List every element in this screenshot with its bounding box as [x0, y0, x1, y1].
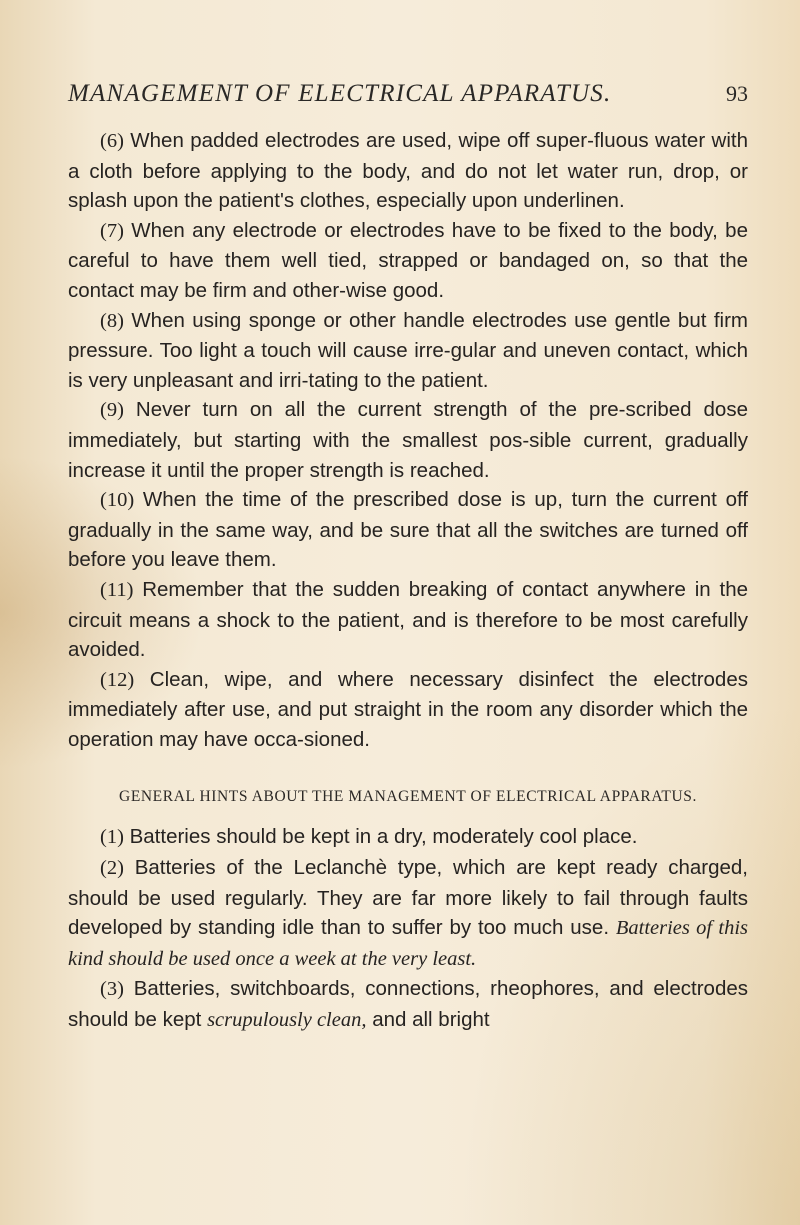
rule-text: Remember that the sudden breaking of contact anywhere in the circuit means a shock to the patient, and is therefore to be most carefully avoided.	[68, 577, 748, 662]
book-page	[68, 80, 748, 1036]
rule-paragraph	[68, 575, 748, 665]
rule-text: When the time of the prescribed dose is up, turn the current off gradually in the same way, and be sure that all the switches are turned off before you leave them.	[68, 488, 748, 572]
rule-number: (6)	[100, 130, 124, 152]
rule-number: (12)	[100, 668, 135, 691]
hint-text-continued: and all bright	[372, 1008, 490, 1032]
hint-emphasis: scrupulously clean,	[207, 1009, 367, 1032]
hint-emphasis: Batteries of this kind should be used once a week at the very least.	[68, 917, 748, 970]
rule-number: (10)	[100, 489, 135, 512]
rule-number: (11)	[100, 578, 134, 601]
rule-paragraph	[68, 485, 748, 575]
hint-number: (2)	[100, 857, 124, 880]
rule-text: When padded electrodes are used, wipe off super-fluous water with a cloth before applying to the body, and do not let water run, drop, or splash upon the patient's clothes, especially upon underlinen.	[68, 129, 748, 213]
rule-paragraph	[68, 126, 748, 216]
running-head	[68, 80, 748, 118]
rule-paragraph	[68, 216, 748, 306]
rules-list	[68, 126, 748, 754]
rule-number: (9)	[100, 399, 124, 422]
rule-text: When any electrode or electrodes have to be fixed to the body, be careful to have them well tied, strapped or bandaged on, so that the contact may be firm and other-wise good.	[68, 218, 748, 302]
hint-paragraph	[68, 822, 748, 853]
rule-text: Clean, wipe, and where necessary disinfect the electrodes immediately after use, and put straight in the room any disorder which the operation may have occa-sioned.	[68, 667, 748, 751]
hint-paragraph	[68, 974, 748, 1035]
hint-text: Batteries of the Leclanchè type, which are kept ready charged, should be used regularly. They are far more likely to fail through faults developed by standing idle than to suffer by too much use.	[68, 856, 748, 940]
hint-text: Batteries should be kept in a dry, moderately cool place.	[129, 825, 638, 849]
hint-number: (1)	[100, 826, 124, 849]
rule-number: (8)	[100, 309, 124, 332]
rule-text: Never turn on all the current strength of the pre-scribed dose immediately, but starting with the smallest pos-sible current, gradually increase it until the proper strength is reached.	[68, 398, 748, 482]
page-number: 93	[726, 81, 748, 106]
section-heading: GENERAL HINTS ABOUT THE MANAGEMENT OF ELECTRICAL APPARATUS.	[119, 788, 697, 806]
rule-paragraph	[68, 665, 748, 755]
rule-number: (7)	[100, 219, 124, 242]
rule-text: When using sponge or other handle electrodes use gentle but firm pressure. Too light a touch will cause irre-gular and uneven contact, which is very unpleasant and irri-tating to the patient.	[68, 308, 748, 392]
running-head-title: MANAGEMENT OF ELECTRICAL APPARATUS.	[68, 80, 612, 107]
hints-list	[68, 822, 748, 1035]
hint-number: (3)	[100, 978, 124, 1001]
hint-text: Batteries, switchboards, connections, rheophores, and electrodes should be kept	[68, 977, 748, 1032]
hint-paragraph	[68, 853, 748, 974]
rule-paragraph	[68, 395, 748, 485]
rule-paragraph	[68, 306, 748, 396]
